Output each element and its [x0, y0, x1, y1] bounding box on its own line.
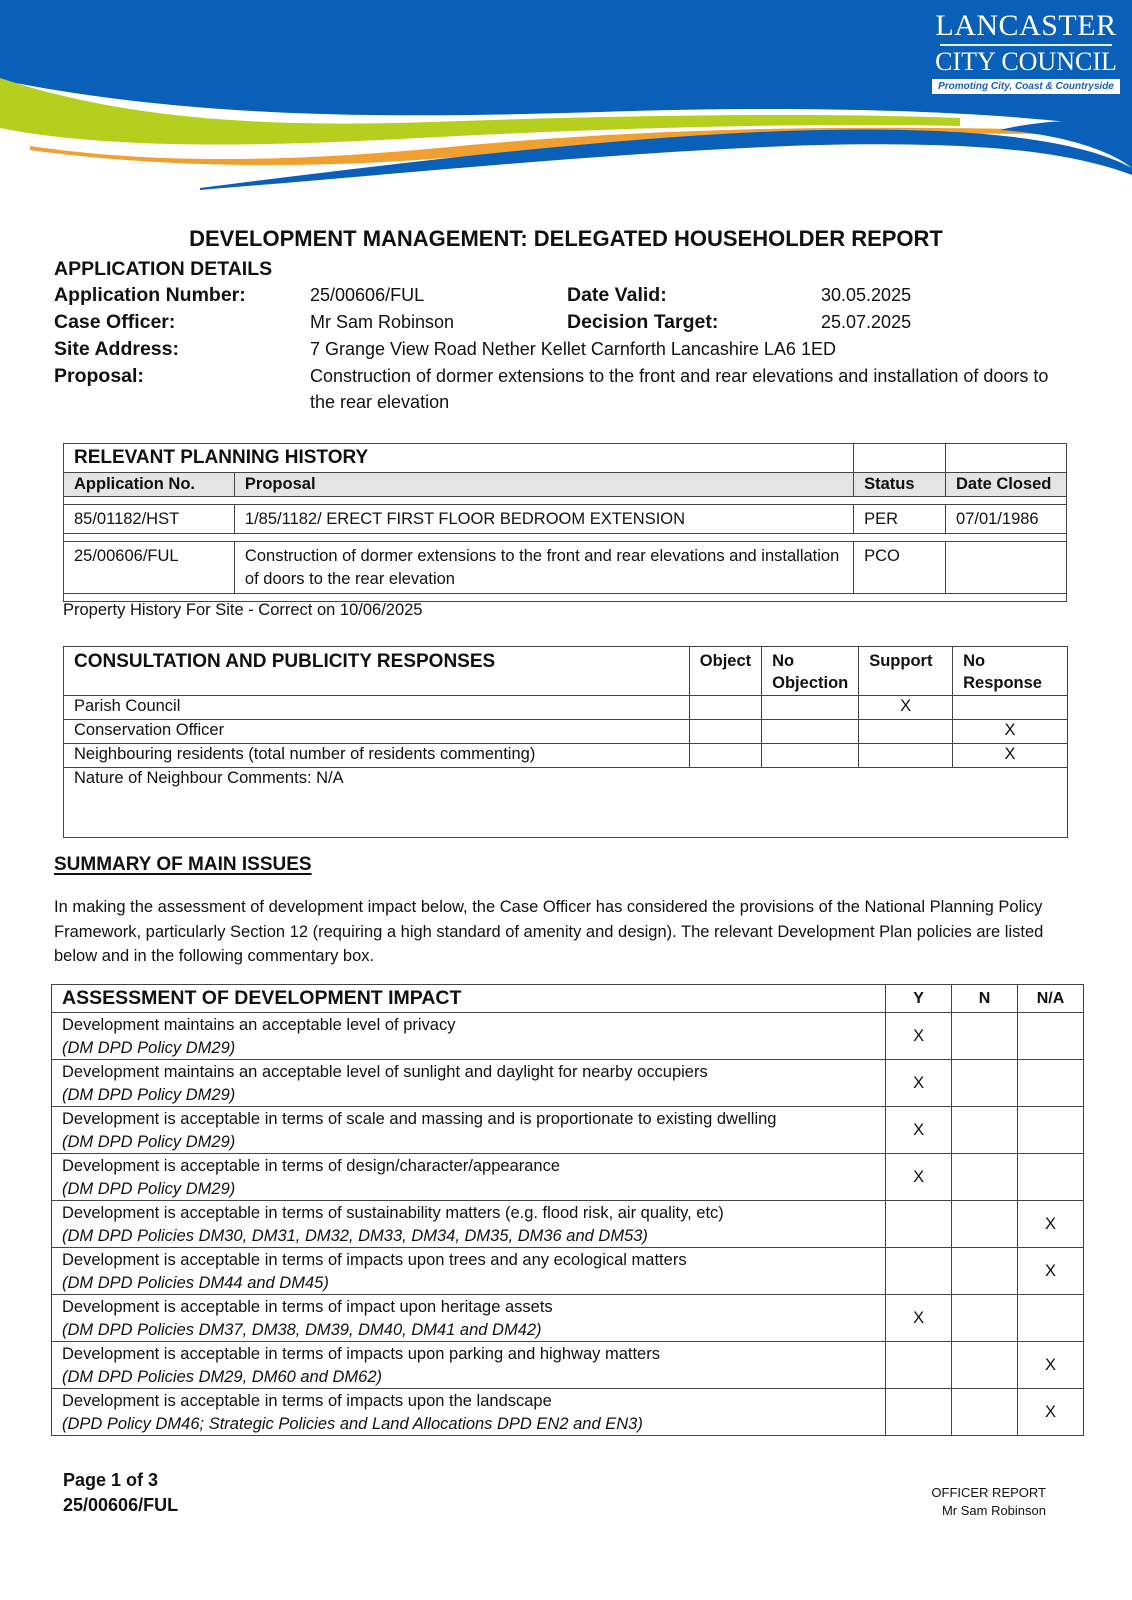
policy-reference: (DM DPD Policy DM29)	[62, 1085, 236, 1104]
no-objection-cell	[762, 744, 859, 768]
summary-text: In making the assessment of development impact below, the Case Officer has considered the provisions of the National Planning Policy Framework, particularly Section 12 (requiring a high standard of amenity and design). The relevant Development Plan policies are listed below and in the following commentary box.	[54, 898, 1044, 965]
table-row	[52, 1389, 1084, 1436]
neighbour-comments: Nature of Neighbour Comments: N/A	[74, 769, 344, 787]
application-details	[54, 256, 1094, 417]
col-n: N	[952, 985, 1018, 1013]
proposal-label: Proposal:	[54, 365, 144, 387]
n-cell	[952, 1389, 1018, 1436]
col-proposal: Proposal	[234, 473, 853, 497]
criterion-text: Development is acceptable in terms of impacts upon trees and any ecological matters	[62, 1251, 687, 1269]
footer-page-info	[63, 1468, 178, 1518]
planning-history-header-row	[64, 473, 1067, 497]
table-row	[52, 1295, 1084, 1342]
n-cell	[952, 1295, 1018, 1342]
status-cell: PCO	[854, 542, 946, 594]
y-cell: X	[886, 1295, 952, 1342]
criterion-text: Development is acceptable in terms of sustainability matters (e.g. flood risk, air quality, etc)	[62, 1204, 724, 1222]
logo-line2: CITY COUNCIL	[935, 47, 1117, 76]
assessment-table	[51, 984, 1084, 1436]
table-row	[52, 1201, 1084, 1248]
table-row	[64, 542, 1067, 594]
y-cell	[886, 1248, 952, 1295]
col-na: N/A	[1017, 985, 1083, 1013]
n-cell	[952, 1060, 1018, 1107]
council-logo	[932, 10, 1120, 94]
policy-reference: (DM DPD Policies DM44 and DM45)	[62, 1273, 329, 1292]
table-row	[52, 1342, 1084, 1389]
col-status: Status	[854, 473, 946, 497]
neighbour-comments-row	[64, 768, 1068, 838]
table-row	[64, 505, 1067, 534]
col-date-closed: Date Closed	[946, 473, 1067, 497]
report-title: DEVELOPMENT MANAGEMENT: DELEGATED HOUSEHOLDER REPORT	[189, 226, 943, 251]
y-cell: X	[886, 1060, 952, 1107]
footer-officer: Mr Sam Robinson	[941, 1503, 1046, 1518]
no-response-cell: X	[953, 720, 1068, 744]
proposal-cell: 1/85/1182/ ERECT FIRST FLOOR BEDROOM EXTENSION	[234, 505, 853, 534]
logo-line1: LANCASTER	[935, 9, 1117, 42]
table-row	[52, 1248, 1084, 1295]
summary-heading: SUMMARY OF MAIN ISSUES	[54, 854, 312, 875]
object-cell	[689, 744, 761, 768]
proposal-value: Construction of dormer extensions to the front and rear elevations and installation of doors to the rear elevation	[310, 366, 1049, 412]
date-valid-label: Date Valid:	[567, 284, 667, 306]
y-cell	[886, 1389, 952, 1436]
assessment-header-row	[52, 985, 1084, 1013]
criterion-text: Development is acceptable in terms of impact upon heritage assets	[62, 1298, 553, 1316]
consultation-table	[63, 646, 1068, 838]
object-cell	[689, 696, 761, 720]
footer-officer-info	[931, 1484, 1046, 1520]
decision-target-label: Decision Target:	[567, 311, 719, 333]
proposal-row	[54, 363, 1094, 417]
n-cell	[952, 1154, 1018, 1201]
status-cell: PER	[854, 505, 946, 534]
na-cell	[1017, 1154, 1083, 1201]
col-support: Support	[859, 647, 953, 696]
consultation-header-row	[64, 647, 1068, 696]
criterion-text: Development maintains an acceptable level of privacy	[62, 1016, 456, 1034]
n-cell	[952, 1201, 1018, 1248]
criterion-text: Development is acceptable in terms of impacts upon parking and highway matters	[62, 1345, 660, 1363]
no-objection-cell	[762, 696, 859, 720]
na-cell	[1017, 1107, 1083, 1154]
proposal-cell: Construction of dormer extensions to the front and rear elevations and installation of doors to the rear elevation	[234, 542, 853, 594]
y-cell: X	[886, 1013, 952, 1060]
n-cell	[952, 1248, 1018, 1295]
y-cell	[886, 1342, 952, 1389]
policy-reference: (DPD Policy DM46; Strategic Policies and Land Allocations DPD EN2 and EN3)	[62, 1414, 643, 1433]
criterion-text: Development is acceptable in terms of scale and massing and is proportionate to existing dwelling	[62, 1110, 777, 1128]
case-officer-value: Mr Sam Robinson	[310, 312, 455, 332]
application-number-label: Application Number:	[54, 284, 246, 306]
n-cell	[952, 1013, 1018, 1060]
application-no-cell: 85/01182/HST	[64, 505, 235, 534]
na-cell	[1017, 1013, 1083, 1060]
application-details-heading: APPLICATION DETAILS	[54, 258, 273, 280]
policy-reference: (DM DPD Policy DM29)	[62, 1132, 236, 1151]
site-address-label: Site Address:	[54, 338, 179, 360]
na-cell: X	[1017, 1389, 1083, 1436]
site-address-value: 7 Grange View Road Nether Kellet Carnforth Lancashire LA6 1ED	[310, 339, 836, 359]
table-row	[64, 696, 1068, 720]
policy-reference: (DM DPD Policies DM29, DM60 and DM62)	[62, 1367, 383, 1386]
no-response-cell: X	[953, 744, 1068, 768]
date-closed-cell	[946, 542, 1067, 594]
policy-reference: (DM DPD Policies DM30, DM31, DM32, DM33, DM34, DM35, DM36 and DM53)	[62, 1226, 648, 1245]
planning-history-title: RELEVANT PLANNING HISTORY	[74, 447, 369, 468]
table-row	[52, 1107, 1084, 1154]
consultee-cell: Parish Council	[64, 696, 690, 720]
header-banner	[0, 0, 1132, 195]
application-number-row	[54, 282, 1094, 309]
consultee-cell: Conservation Officer	[64, 720, 690, 744]
decision-target-value: 25.07.2025	[821, 312, 912, 332]
planning-history-table	[63, 443, 1067, 602]
footer-reference: 25/00606/FUL	[63, 1495, 179, 1515]
policy-reference: (DM DPD Policy DM29)	[62, 1038, 236, 1057]
table-row	[64, 744, 1068, 768]
col-y: Y	[886, 985, 952, 1013]
col-application-no: Application No.	[64, 473, 235, 497]
no-response-cell	[953, 696, 1068, 720]
criterion-text: Development is acceptable in terms of design/character/appearance	[62, 1157, 561, 1175]
na-cell: X	[1017, 1248, 1083, 1295]
table-row	[52, 1154, 1084, 1201]
y-cell	[886, 1201, 952, 1248]
footer-doc-type: OFFICER REPORT	[931, 1485, 1046, 1500]
assessment-title: ASSESSMENT OF DEVELOPMENT IMPACT	[52, 985, 886, 1013]
table-row	[64, 720, 1068, 744]
planning-history-note: Property History For Site - Correct on 10/06/2025	[63, 601, 423, 619]
application-no-cell: 25/00606/FUL	[64, 542, 235, 594]
date-closed-cell: 07/01/1986	[946, 505, 1067, 534]
criterion-text: Development is acceptable in terms of impacts upon the landscape	[62, 1392, 552, 1410]
na-cell: X	[1017, 1201, 1083, 1248]
no-objection-cell	[762, 720, 859, 744]
na-cell	[1017, 1060, 1083, 1107]
logo-divider	[940, 44, 1112, 46]
policy-reference: (DM DPD Policies DM37, DM38, DM39, DM40, DM41 and DM42)	[62, 1320, 542, 1339]
n-cell	[952, 1107, 1018, 1154]
y-cell: X	[886, 1107, 952, 1154]
planning-history-title-row	[64, 444, 1067, 473]
consultee-cell: Neighbouring residents (total number of residents commenting)	[64, 744, 690, 768]
case-officer-label: Case Officer:	[54, 311, 176, 333]
logo-tagline: Promoting City, Coast & Countryside	[932, 79, 1120, 94]
date-valid-value: 30.05.2025	[821, 285, 912, 305]
policy-reference: (DM DPD Policy DM29)	[62, 1179, 236, 1198]
case-officer-row	[54, 309, 1094, 336]
support-cell	[859, 720, 953, 744]
n-cell	[952, 1342, 1018, 1389]
table-row	[52, 1013, 1084, 1060]
site-address-row	[54, 336, 1094, 363]
table-row	[52, 1060, 1084, 1107]
na-cell	[1017, 1295, 1083, 1342]
col-no-response: No Response	[953, 647, 1068, 696]
page-number: Page 1 of 3	[63, 1470, 159, 1490]
col-object: Object	[689, 647, 761, 696]
application-number-value: 25/00606/FUL	[310, 285, 425, 305]
support-cell: X	[859, 696, 953, 720]
consultation-title: CONSULTATION AND PUBLICITY RESPONSES	[64, 647, 690, 696]
support-cell	[859, 744, 953, 768]
criterion-text: Development maintains an acceptable level of sunlight and daylight for nearby occupiers	[62, 1063, 708, 1081]
na-cell: X	[1017, 1342, 1083, 1389]
y-cell: X	[886, 1154, 952, 1201]
col-no-objection: No Objection	[762, 647, 859, 696]
object-cell	[689, 720, 761, 744]
